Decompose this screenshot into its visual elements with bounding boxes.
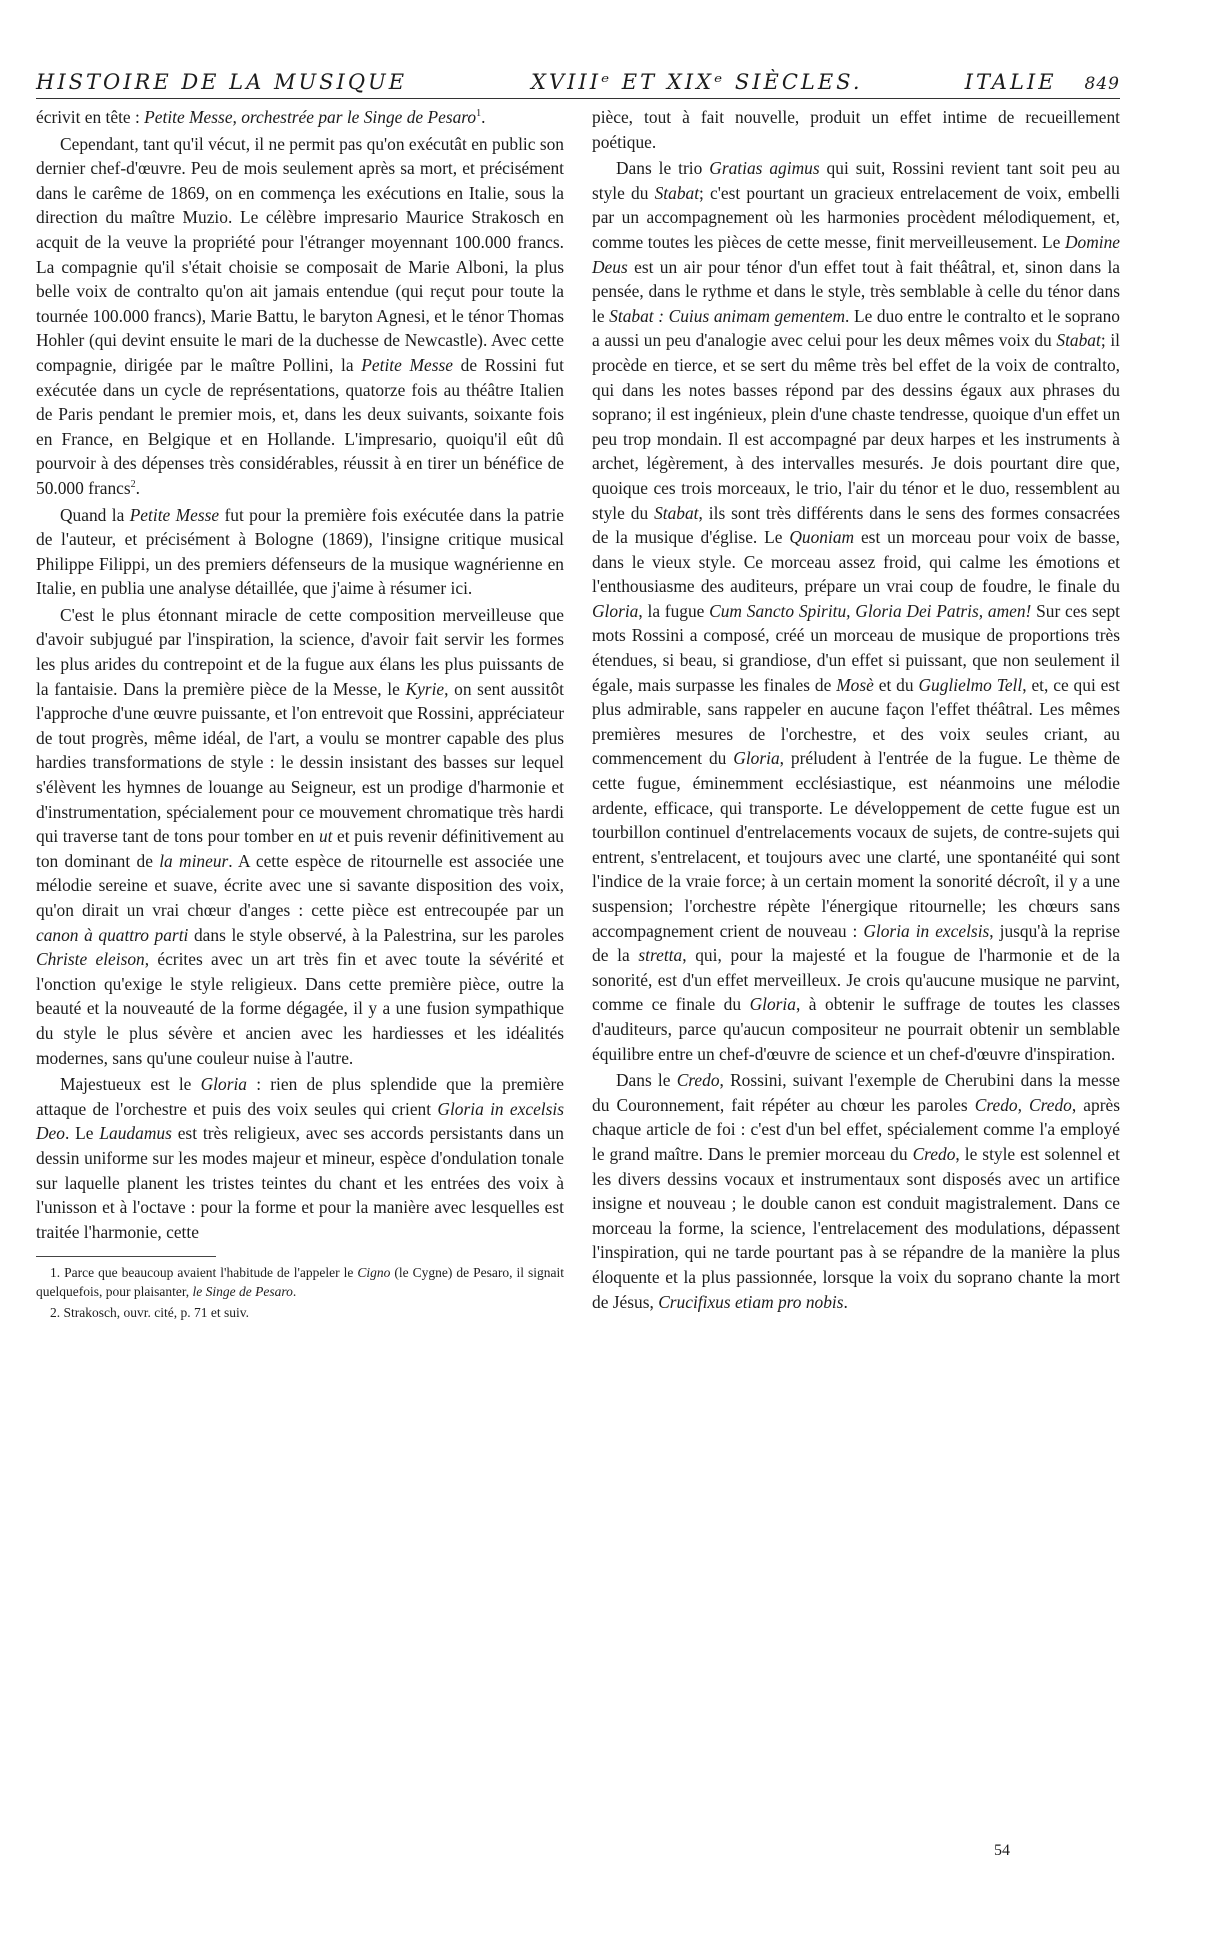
text-columns <box>36 105 1120 1322</box>
text: C'est le plus étonnant miracle de cette composition merveilleuse que d'avoir subjugué par l'inspiration, la science, d'avoir fait servir les formes les plus arides du contrepoint et de la fugue aux élans les plus puissants de la fantaisie. Dans la première pièce de la Messe, le <box>36 604 564 699</box>
italic-text: Gloria <box>733 748 780 769</box>
italic-text: Quoniam <box>789 527 855 548</box>
text: de Rossini fut exécutée dans un cycle de représentations, quatorze fois au théâtre Italien de Paris pendant le premier mois, et, dans les deux suivants, soixante fois en France, en Belgique et en Hollande. L'impresario, quoiqu'il eût dû pourvoir à des dépenses très considérables, réussit à en tirer un bénéfice de 50.000 francs <box>36 354 564 498</box>
text: ; il procède en tierce, et se sert du même très bel effet de la voix de contralto, qui dans les notes basses répond par des dessins égaux aux phrases du soprano; il est ingénieux, plein d'une chaste tendresse, quoique d'un effet un peu trop mondain. Il est accompagné par deux harpes et les instruments à archet, légèrement, à des intervalles mesurés. Je dois pourtant dire que, quoique ces trois morceaux, le trio, l'air du ténor et le duo, ressemblent au style du <box>592 330 1121 523</box>
footnotes <box>36 1263 564 1322</box>
italic-text: Laudamus <box>99 1123 172 1144</box>
text: . Le duo entre le contralto et le soprano a aussi un peu d'analogie avec celui pour les deux mêmes voix du <box>592 305 1120 351</box>
italic-text: Gloria in excelsis <box>863 920 990 941</box>
footnote-ref: 2 <box>130 479 136 491</box>
text: : rien de plus splendide que la première attaque de l'orchestre et puis des voix seules qui crient <box>36 1074 564 1119</box>
text: est très religieux, avec ses accords persistants dans un dessin uniforme sur les modes majeur et mineur, espèce d'ondulation tonale sur laquelle planent les tristes teintes du chant et les entrées des voix à l'unisson et à l'octave : pour la forme et pour la manière avec lesquelles est traitée l'harmonie, cette <box>36 1123 564 1242</box>
text: Majestueux est le <box>60 1074 201 1095</box>
text: , écrites avec un art très fin et avec toute la sévérité et l'onction qu'exige le style religieux. Dans cette première pièce, outre la beauté et la nouveauté de la forme dégagée, il y a une fusion sympathique du style le plus sévère et ancien avec les hardiesses et les idéalités modernes, sans qu'une couleur nuise à l'autre. <box>36 949 565 1068</box>
paragraph: pièce, tout à fait nouvelle, produit un effet intime de recueillement poétique. <box>592 107 1120 152</box>
paragraph <box>592 1068 1120 1314</box>
italic-text: Petite Messe, orchestrée par le Singe de Pesaro <box>144 107 477 127</box>
footnote-divider <box>36 1256 216 1257</box>
header-country: ITALIE <box>964 70 1057 94</box>
italic-text: Stabat <box>1056 330 1101 351</box>
text: Cependant, tant qu'il vécut, il ne permit pas qu'on exécutât en public son dernier chef-d'œuvre. Peu de mois seulement après sa mort, et précisément dans le carême de 1869, on en commença les exécutions en Italie, sous la direction du maître Muzio. Le célèbre impresario Maurice Strakosch en acquit de la veuve la propriété pour l'étranger moyennant 100.000 francs. La compagnie qu'il s'était choisie se composait de Marie Alboni, la plus belle voix de contralto qu'on ait jamais entendue (qui reçut pour toute la tournée 100.000 francs), Marie Battu, le baryton Agnesi, et le ténor Thomas Hohler (qui devint ensuite le mari de la duchesse de Newcastle). Avec cette compagnie, dirigée par le maître Pollini, la <box>36 133 564 375</box>
italic-text: le Singe de Pesaro <box>192 1284 293 1300</box>
italic-text: canon à quattro parti <box>36 924 189 945</box>
text: , après chaque article de foi : c'est d'un bel effet, spécialement comme l'a employé le grand maître. Dans le premier morceau du <box>592 1094 1120 1164</box>
text: fut pour la première fois exécutée dans la patrie de l'auteur, et précisément à Bologne (1869), l'insigne critique musical Philippe Filippi, un des premiers défenseurs de la musique wagnérienne en Italie, en publia une analyse détaillée, que j'aime à résumer ici. <box>36 504 564 599</box>
italic-text: Gloria in excelsis Deo <box>36 1098 564 1144</box>
italic-text: Credo, Credo <box>974 1094 1072 1115</box>
italic-text: Mosè <box>836 674 874 695</box>
italic-text: Christe eleison <box>36 949 145 970</box>
italic-text: Gloria <box>749 994 796 1015</box>
header-period: XVIIIᵉ ET XIXᵉ SIÈCLES. <box>531 70 863 94</box>
text: . <box>135 477 141 498</box>
page <box>36 70 1120 1322</box>
paragraph <box>36 503 564 601</box>
text: , Rossini, suivant l'exemple de Cherubini dans la messe du Couronnement, fait répéter au chœur les paroles <box>592 1070 1120 1115</box>
text: ; c'est pourtant un gracieux entrelacement de voix, embelli par un accompagnement où les harmonies procèdent mélodiquement, et, comme toutes les pièces de cette messe, finit merveilleusement. Le <box>592 182 1120 252</box>
text: dans le style observé, à la Palestrina, sur les paroles <box>188 924 564 945</box>
text: qui suit, Rossini revient tant soit peu au style du <box>592 158 1121 203</box>
text: . <box>843 1291 848 1312</box>
italic-text: Petite Messe <box>361 354 453 375</box>
paragraph <box>36 1072 564 1244</box>
italic-text: Credo <box>912 1143 956 1164</box>
text: , qui, pour la majesté et la fougue de l'harmonie et de la sonorité, est d'un effet merveilleux. Je crois qu'aucune musique ne parvint, comme ce finale du <box>592 945 1120 1015</box>
paragraph <box>36 105 564 130</box>
header-page-number: 849 <box>1084 74 1120 94</box>
italic-text: Kyrie <box>405 678 445 699</box>
text: est un morceau pour voix de basse, dans le vieux style. Ce morceau assez froid, qui calme les émotions et l'enthousiasme des auditeurs, prépare un vrai coup de foudre, le finale du <box>592 527 1121 597</box>
footnote-ref: 1 <box>476 108 482 120</box>
italic-text: Gloria <box>200 1074 247 1095</box>
text: , et, ce qui est plus admirable, sans rappeler en aucune façon l'effet théâtral. Les mêmes premières mesures de l'orchestre, et des voix seules criant, au commencement du <box>592 674 1120 769</box>
paragraph <box>36 603 564 1070</box>
text: est un air pour ténor d'un effet tout à fait théâtral, et, sinon dans la pensée, dans le rythme et dans le style, très semblable à celle du ténor dans le <box>592 256 1120 326</box>
text: , le style est solennel et les divers dessins vocaux et instrumentaux sont disposés avec un artifice insigne et nouveau ; le double canon est conduit magistralement. Dans ce morceau la forme, la science, l'entrelacement des modulations, dépassent l'inspiration, qui ne tarde pourtant pas à se répandre de la manière la plus éloquente et la plus passionnée, lorsque la voix du soprano chante la mort de Jésus, <box>592 1143 1120 1312</box>
text: . Le <box>64 1123 100 1144</box>
italic-text: Cigno <box>357 1265 391 1281</box>
header-book-title: HISTOIRE DE LA MUSIQUE <box>36 70 408 94</box>
italic-text: Credo <box>676 1070 720 1091</box>
text: (le Cygne) de Pesaro, il signait quelquefois, pour plaisanter, <box>36 1265 565 1300</box>
italic-text: Crucifixus etiam pro nobis <box>658 1291 844 1312</box>
left-column <box>36 105 564 1322</box>
italic-text: Petite Messe <box>129 504 220 525</box>
text: , jusqu'à la reprise de la <box>592 920 1120 966</box>
footnote-1 <box>36 1263 564 1301</box>
italic-text: Gratias agimus <box>709 158 820 179</box>
italic-text: Stabat : Cuius animam gementem <box>609 305 845 326</box>
text: . <box>481 107 486 127</box>
italic-text: Gloria <box>592 600 639 621</box>
text: et puis revenir définitivement au ton dominant de <box>36 826 564 871</box>
italic-text: stretta <box>638 945 683 966</box>
italic-text: Guglielmo Tell <box>918 674 1023 695</box>
footnote-2: 2. Strakosch, ouvr. cité, p. 71 et suiv. <box>50 1305 249 1321</box>
text: , la fugue <box>638 600 710 621</box>
italic-text: Domine Deus <box>592 231 1120 277</box>
italic-text: Cum Sancto Spiritu, Gloria Dei Patris, amen! <box>709 600 1032 621</box>
text: Dans le trio <box>616 158 710 179</box>
right-column <box>592 105 1120 1322</box>
text: écrivit en tête : <box>36 107 145 127</box>
text: , préludent à l'entrée de la fugue. Le thème de cette fugue, éminemment ecclésiastique, est néanmoins une mélodie ardente, efficace, qui transporte. Le développement de cette fugue est un tourbillon continuel d'entrelacements vocaux de sujets, de contre-sujets qui entrent, s'entrelacent, et toujours avec une clarté, une spontanéité qui sont l'indice de la vraie force; à un certain moment la sonorité décroît, il y a une suspension; l'orchestre répète l'énergique ritournelle; les chœurs sans accompagnement crient de nouveau : <box>592 748 1120 941</box>
paragraph <box>592 156 1120 1066</box>
text: . <box>292 1284 297 1300</box>
text: Sur ces sept mots Rossini a composé, créé un morceau de musique de proportions très étendues, si beau, si grandiose, d'un effet si puissant, que non seulement il égale, mais surpasse les finales de <box>592 600 1120 695</box>
folio-signature: 54 <box>994 1842 1010 1859</box>
text: Quand la <box>60 504 130 525</box>
italic-text: ut <box>318 826 333 847</box>
text: 1. Parce que beaucoup avaient l'habitude de l'appeler le <box>50 1265 358 1281</box>
text: , ils sont très différents dans le sens des formes consacrées de la musique d'église. Le <box>592 502 1120 548</box>
italic-text: la mineur <box>159 850 229 871</box>
text: , à obtenir le suffrage de toutes les classes d'auditeurs, parce qu'aucun compositeur ne pourrait obtenir un semblable équilibre entre un chef-d'œuvre de science et un chef-d'œuvre d'inspiration. <box>592 994 1120 1064</box>
italic-text: Stabat <box>654 182 700 203</box>
text: . A cette espèce de ritournelle est associée une mélodie sereine et suave, écrite avec une si savante disposition des voix, qu'on dirait un vrai chœur d'anges : cette pièce est entrecoupée par un <box>36 850 564 920</box>
text: et du <box>873 674 919 695</box>
text: , on sent aussitôt l'approche d'une œuvre puissante, et l'on entrevoit que Rossini, appréciateur de tout progrès, même idéal, de l'art, a voulu se montrer capable des plus hardies transformations de style : le dessin insistant des basses sur lequel s'élèvent les hymnes de louange au Seigneur, est un prodige d'harmonie et d'instrumentation, spécialement pour ce mouvement chromatique très hardi qui traverse tant de tons pour tomber en <box>36 678 564 847</box>
running-header <box>36 70 1120 99</box>
text: Dans le <box>616 1070 677 1091</box>
paragraph <box>36 132 564 501</box>
italic-text: Stabat <box>654 502 699 523</box>
